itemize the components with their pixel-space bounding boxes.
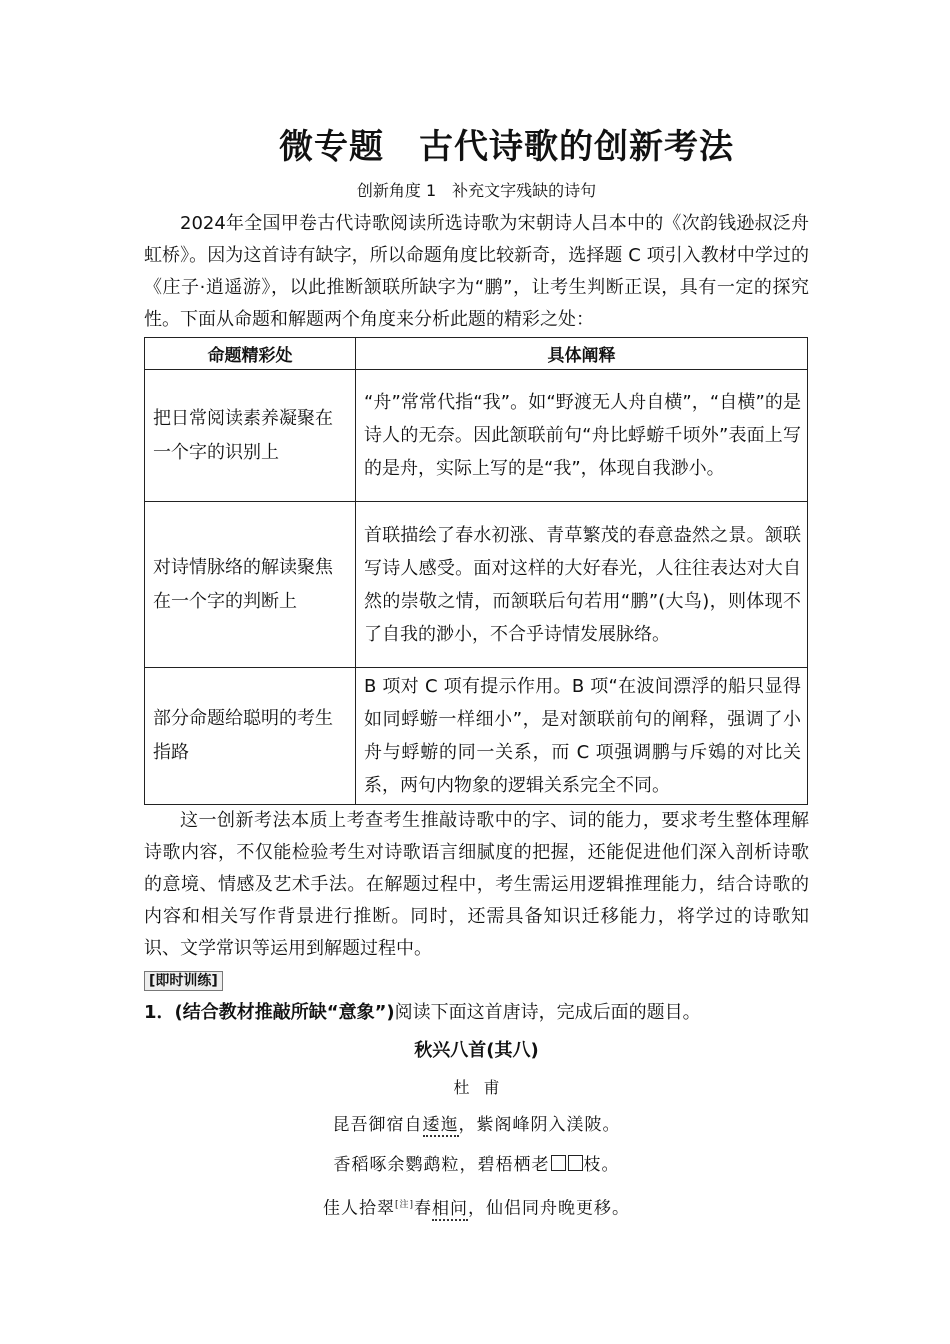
poem-author: 杜甫 [453, 1078, 514, 1097]
poem-text: 枝。 [583, 1155, 620, 1175]
poem-text: ，仙侣同舟晚更移。 [468, 1198, 631, 1219]
table-cell-detail: “舟”常常代指“我”。如“野渡无人舟自横”，“自横”的是诗人的无奈。因此颔联前句“舟比蜉蝣千顷外”表面上写的是舟，实际上写的是“我”，体现自我渺小。 [356, 370, 808, 502]
poem-title: 秋兴八首(其八) [414, 1040, 539, 1061]
page-title: 微专题 古代诗歌的创新考法 [279, 127, 734, 167]
question-text: 阅读下面这首唐诗，完成后面的题目。 [394, 1002, 701, 1023]
missing-character-box [568, 1155, 583, 1171]
section-subtitle: 创新角度 1 补充文字残缺的诗句 [356, 181, 597, 200]
table-row [145, 502, 808, 668]
table-cell-point: 把日常阅读素养凝聚在一个字的识别上 [145, 370, 356, 502]
question-number: 1． [144, 1002, 175, 1023]
table-cell-detail: B 项对 C 项有提示作用。B 项“在波间漂浮的船只显得如同蜉蝣一样细小”，是对颔联前句的阐释，强调了小舟与蜉蝣的同一关系，而 C 项强调鹏与斥鴳的对比关系，两句内物象的逻辑关系完全不同。 [356, 668, 808, 805]
poem-text: 春 [414, 1198, 433, 1219]
poem-line-1 [144, 1105, 809, 1145]
emphasized-word: 逶迤 [422, 1115, 459, 1135]
poem-text: 昆吾御宿自 [332, 1115, 423, 1135]
poem-text: ，紫阁峰阴入渼陂。 [458, 1115, 621, 1135]
document-page [144, 120, 809, 1229]
practice-tag: [即时训练] [144, 971, 223, 991]
table-row [145, 370, 808, 502]
missing-character-box [551, 1155, 566, 1171]
intro-paragraph: 2024年全国甲卷古代诗歌阅读所选诗歌为宋朝诗人吕本中的《次韵钱逊叔泛舟虹桥》。因为这首诗有缺字，所以命题角度比较新奇，选择题 C 项引入教材中学过的《庄子·逍遥游》，以此推断颔联所缺字为“鹏”，让考生判断正误，具有一定的探究性。下面从命题和解题两个角度来分析此题的精彩之处： [144, 213, 809, 330]
poem-line-3 [144, 1185, 809, 1229]
question-hint: (结合教材推敲所缺“意象”) [174, 1002, 395, 1023]
poem-text: 香稻啄余鹦鹉粒，碧梧栖老 [333, 1155, 550, 1175]
table-header-cell: 具体阐释 [356, 338, 808, 370]
poem-text: 佳人拾翠 [322, 1198, 395, 1219]
poem-line-2 [144, 1145, 809, 1185]
analysis-table [144, 337, 808, 805]
question-1 [144, 995, 809, 1031]
emphasized-word: 相问 [432, 1198, 469, 1219]
table-header-cell: 命题精彩处 [145, 338, 356, 370]
footnote-marker: [注] [394, 1200, 415, 1210]
table-header-row [145, 338, 808, 370]
table-cell-point: 部分命题给聪明的考生指路 [145, 668, 356, 805]
conclusion-paragraph: 这一创新考法本质上考查考生推敲诗歌中的字、词的能力，要求考生整体理解诗歌内容，不仅能检验考生对诗歌语言细腻度的把握，还能促进他们深入剖析诗歌的意境、情感及艺术手法。在解题过程中，考生需运用逻辑推理能力，结合诗歌的内容和相关写作背景进行推断。同时，还需具备知识迁移能力，将学过的诗歌知识、文学常识等运用到解题过程中。 [144, 810, 809, 959]
table-cell-point: 对诗情脉络的解读聚焦在一个字的判断上 [145, 502, 356, 668]
table-cell-detail: 首联描绘了春水初涨、青草繁茂的春意盎然之景。颔联写诗人感受。面对这样的大好春光，人往往表达对大自然的崇敬之情，而颔联后句若用“鹏”(大鸟)，则体现不了自我的渺小，不合乎诗情发展脉络。 [356, 502, 808, 668]
table-row [145, 668, 808, 805]
